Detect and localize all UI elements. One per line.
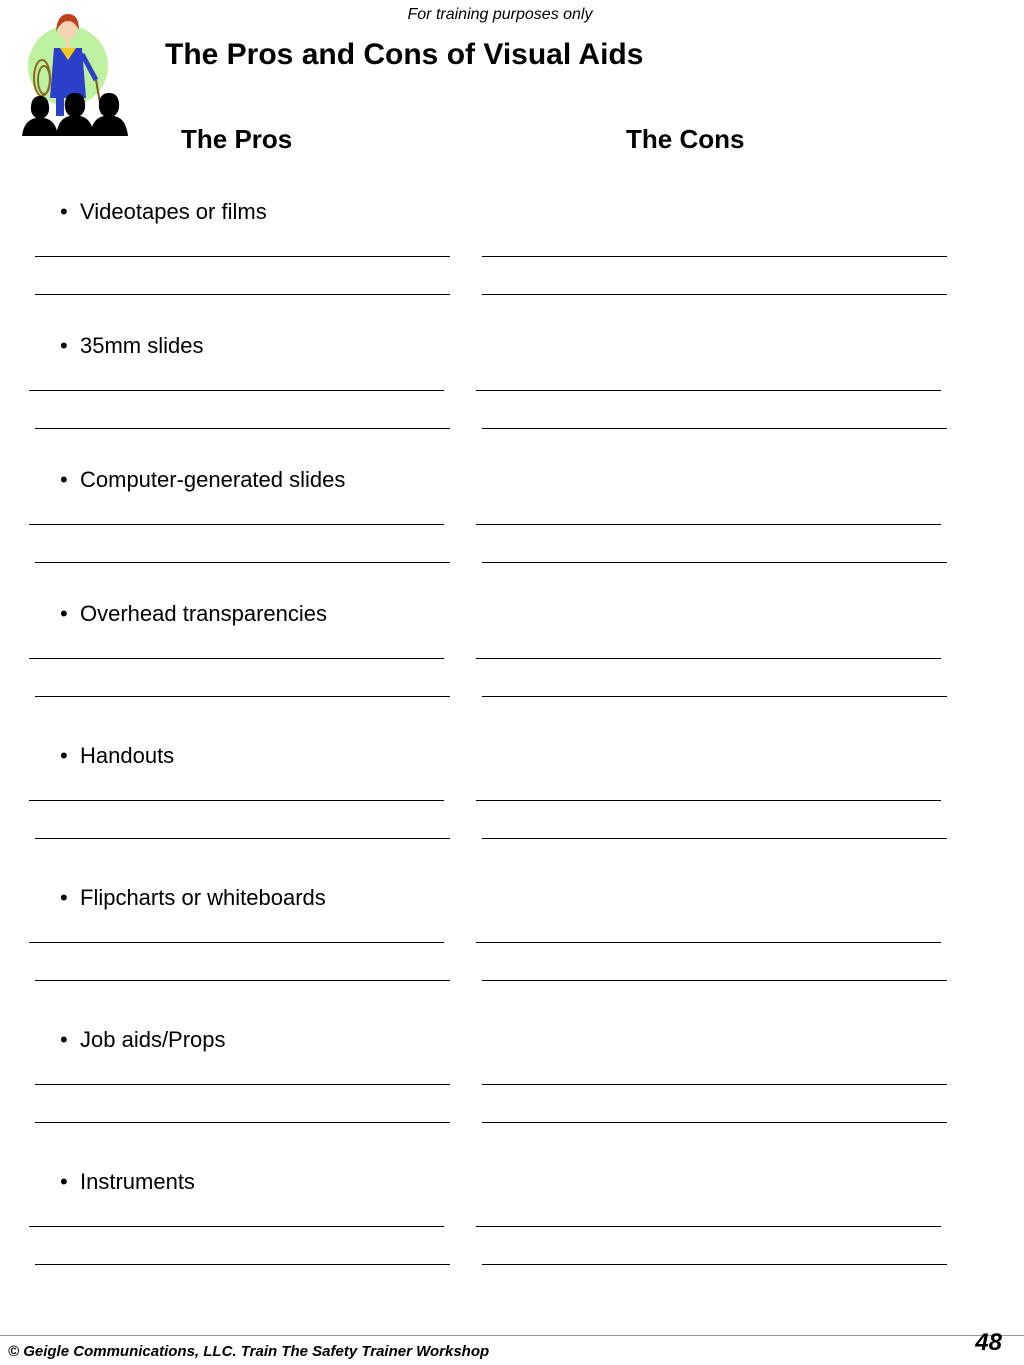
- item-label: [60, 601, 327, 627]
- pros-column-heading: The Pros: [181, 124, 293, 154]
- bullet-icon: •: [60, 199, 68, 224]
- item-label-text: Handouts: [80, 743, 175, 768]
- pros-answer-line[interactable]: [35, 838, 450, 839]
- pros-answer-line[interactable]: [29, 800, 444, 801]
- bullet-icon: •: [60, 1027, 68, 1052]
- cons-answer-line[interactable]: [476, 800, 941, 801]
- item-label: [60, 885, 326, 911]
- item-label: [60, 743, 174, 769]
- training-notice: For training purposes only: [407, 6, 593, 23]
- pros-answer-line[interactable]: [35, 256, 450, 257]
- item-label-text: Overhead transparencies: [80, 601, 328, 626]
- item-label-text: Job aids/Props: [80, 1027, 226, 1052]
- cons-answer-line[interactable]: [482, 1264, 947, 1265]
- footer-copyright: © Geigle Communications, LLC. Train The Safety Trainer Workshop: [8, 1343, 490, 1360]
- pros-answer-line[interactable]: [35, 1084, 450, 1085]
- bullet-icon: •: [60, 467, 68, 492]
- bullet-icon: •: [60, 601, 68, 626]
- page-title: The Pros and Cons of Visual Aids: [165, 38, 644, 71]
- item-label: [60, 1027, 226, 1053]
- cons-answer-line[interactable]: [476, 524, 941, 525]
- bullet-icon: •: [60, 885, 68, 910]
- cons-answer-line[interactable]: [482, 1122, 947, 1123]
- page-number: 48: [975, 1329, 1002, 1356]
- pros-answer-line[interactable]: [29, 942, 444, 943]
- item-label: [60, 1169, 195, 1195]
- cons-answer-line[interactable]: [476, 658, 941, 659]
- item-label: [60, 467, 345, 493]
- page-footer: [0, 1329, 1024, 1365]
- bullet-icon: •: [60, 1169, 68, 1194]
- cons-answer-line[interactable]: [476, 390, 941, 391]
- pros-answer-line[interactable]: [35, 428, 450, 429]
- pros-answer-line[interactable]: [29, 524, 444, 525]
- cons-answer-line[interactable]: [482, 256, 947, 257]
- cons-answer-line[interactable]: [482, 980, 947, 981]
- pros-answer-line[interactable]: [29, 1226, 444, 1227]
- item-label-text: Flipcharts or whiteboards: [80, 885, 326, 910]
- item-label-text: Computer-generated slides: [80, 467, 346, 492]
- cons-column-heading: The Cons: [626, 124, 745, 154]
- item-label-text: 35mm slides: [80, 333, 204, 358]
- cons-answer-line[interactable]: [482, 696, 947, 697]
- pros-answer-line[interactable]: [35, 1264, 450, 1265]
- pros-answer-line[interactable]: [29, 390, 444, 391]
- bullet-icon: •: [60, 333, 68, 358]
- item-label-text: Instruments: [80, 1169, 195, 1194]
- cons-answer-line[interactable]: [482, 562, 947, 563]
- cons-answer-line[interactable]: [482, 838, 947, 839]
- presenter-with-audience-icon: [20, 8, 132, 140]
- pros-answer-line[interactable]: [35, 1122, 450, 1123]
- cons-answer-line[interactable]: [482, 294, 947, 295]
- bullet-icon: •: [60, 743, 68, 768]
- footer-divider: [0, 1335, 1024, 1336]
- cons-answer-line[interactable]: [482, 1084, 947, 1085]
- item-label: [60, 333, 203, 359]
- pros-answer-line[interactable]: [35, 562, 450, 563]
- pros-answer-line[interactable]: [35, 980, 450, 981]
- item-label: [60, 199, 267, 225]
- pros-answer-line[interactable]: [35, 696, 450, 697]
- cons-answer-line[interactable]: [476, 942, 941, 943]
- pros-answer-line[interactable]: [35, 294, 450, 295]
- cons-answer-line[interactable]: [476, 1226, 941, 1227]
- cons-answer-line[interactable]: [482, 428, 947, 429]
- item-label-text: Videotapes or films: [80, 199, 267, 224]
- pros-answer-line[interactable]: [29, 658, 444, 659]
